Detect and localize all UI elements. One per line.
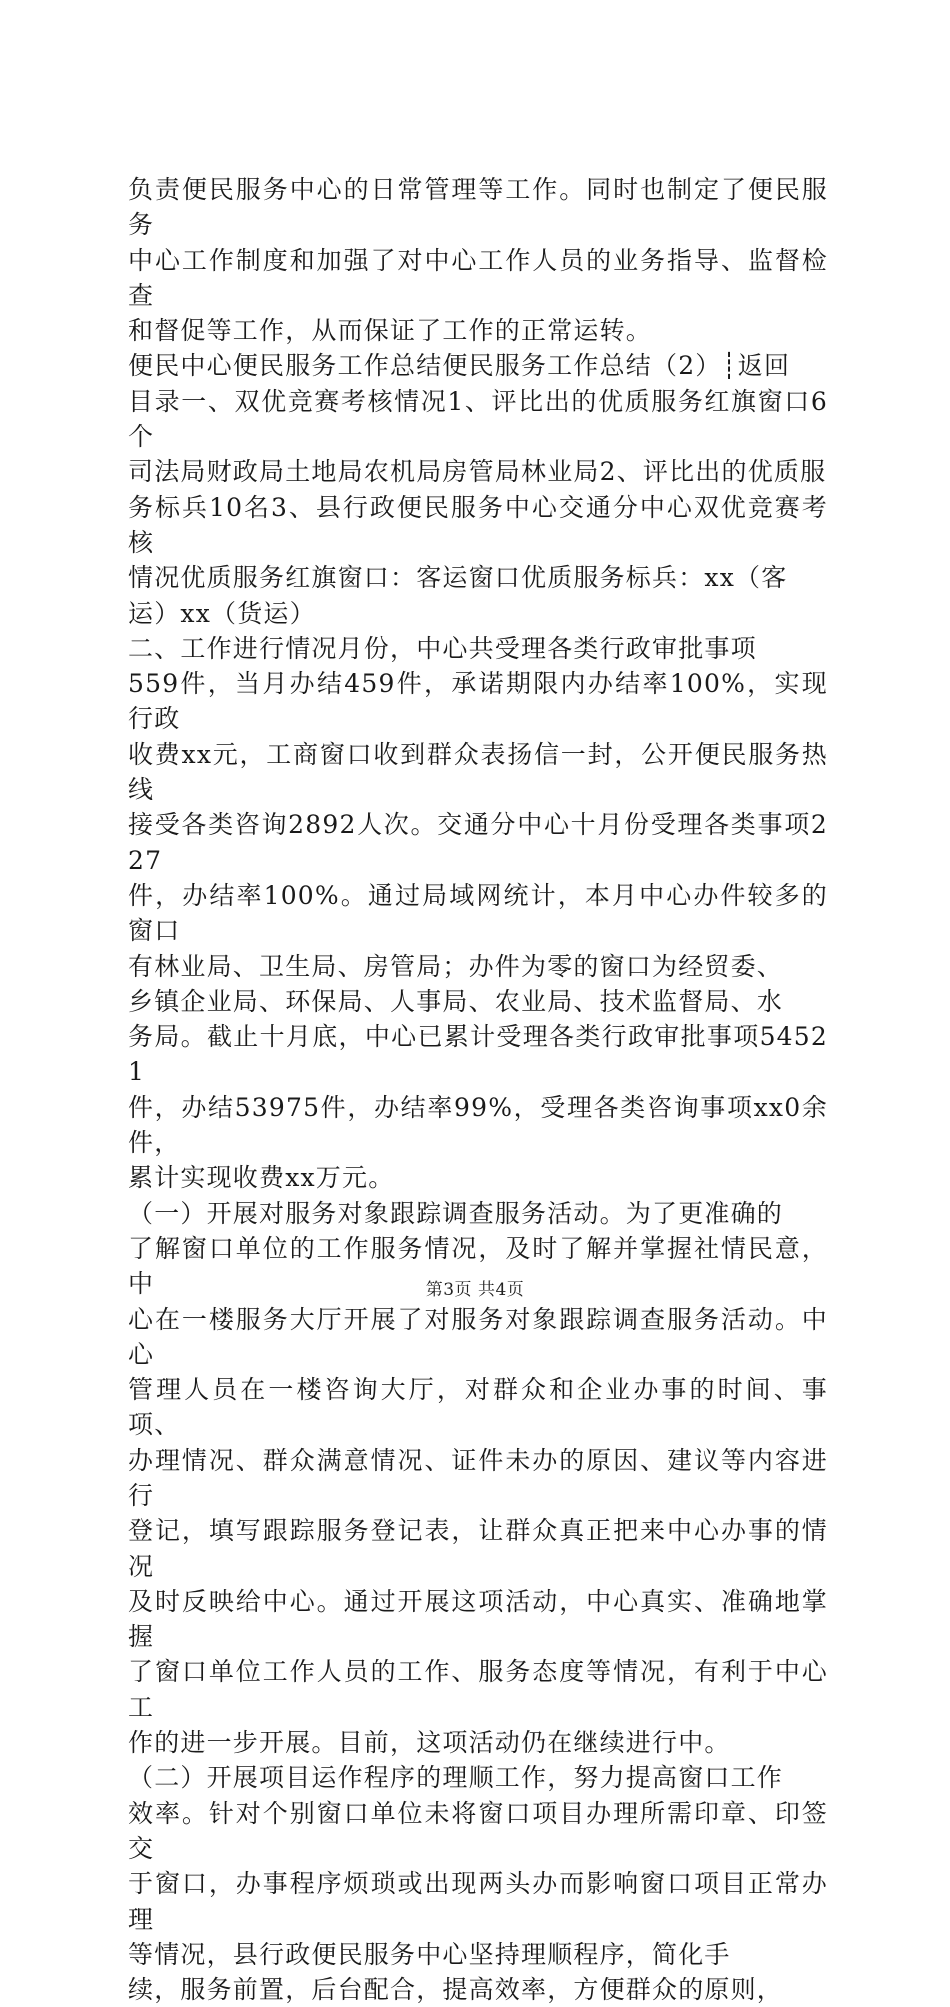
paragraph-7: 续，服务前置，后台配合，提高效率，方便群众的原则， bbox=[128, 1975, 784, 2005]
page-number-footer: 第3页 共4页 bbox=[425, 1280, 525, 1300]
paragraph-1: 负责便民服务中心的日常管理等工作。同时也制定了便民服务 中心工作制度和加强了对中心工作人员的业务指导、监督检查 和督促等工作，从而保证了工作的正常运转。 bbox=[128, 175, 828, 346]
paragraph-2: 便民中心便民服务工作总结便民服务工作总结（2）┊返回 目录一、双优竞赛考核情况1、评比出的优质服务红旗窗口6个 司法局财政局土地局农机局房管局林业局2、评比出的优质服 务标兵10名3、县行政便民服务中心交通分中心双优竞赛考核 情况优质服务红旗窗口：客运窗口优质服务标兵：xx（客 运）xx（货运） bbox=[128, 351, 828, 628]
paragraph-5: （一）开展对服务对象跟踪调查服务活动。为了更准确的 了解窗口单位的工作服务情况，及时了解并掌握社情民意，中 心在一楼服务大厅开展了对服务对象跟踪调查服务活动。中心 管理人员在一楼咨询大厅，对群众和企业办事的时间、事项、 办理情况、群众满意情况、证件未办的原因、建议等内容进行 登记，填写跟踪服务登记表，让群众真正把来中心办事的情况 及时反映给中心。通过开展这项活动，中心真实、准确地掌握 了窗口单位工作人员的工作、服务态度等情况，有利于中心工 作的进一步开展。目前，这项活动仍在继续进行中。 bbox=[128, 1198, 828, 1758]
paragraph-6: （二）开展项目运作程序的理顺工作，努力提高窗口工作 效率。针对个别窗口单位未将窗口项目办理所需印章、印签交 于窗口，办事程序烦琐或出现两头办而影响窗口项目正常办理 等情况，县行政便民服务中心坚持理顺程序，简化手 bbox=[128, 1763, 828, 1969]
paragraph-4: 乡镇企业局、环保局、人事局、农业局、技术监督局、水 务局。截止十月底，中心已累计受理各类行政审批事项54521 件，办结53975件，办结率99%，受理各类咨询事项xx0余件， 累计实现收费xx万元。 bbox=[128, 986, 828, 1193]
paragraph-3: 二、工作进行情况月份，中心共受理各类行政审批事项 559件，当月办结459件，承诺期限内办结率100%，实现行政 收费xx元，工商窗口收到群众表扬信一封，公开便民服务热线 接受各类咨询2892人次。交通分中心十月份受理各类事项227 件，办结率100%。通过局域网统计，本月中心办件较多的窗口 有林业局、卫生局、房管局；办件为零的窗口为经贸委、 bbox=[128, 633, 828, 981]
document-body bbox=[128, 172, 828, 2007]
